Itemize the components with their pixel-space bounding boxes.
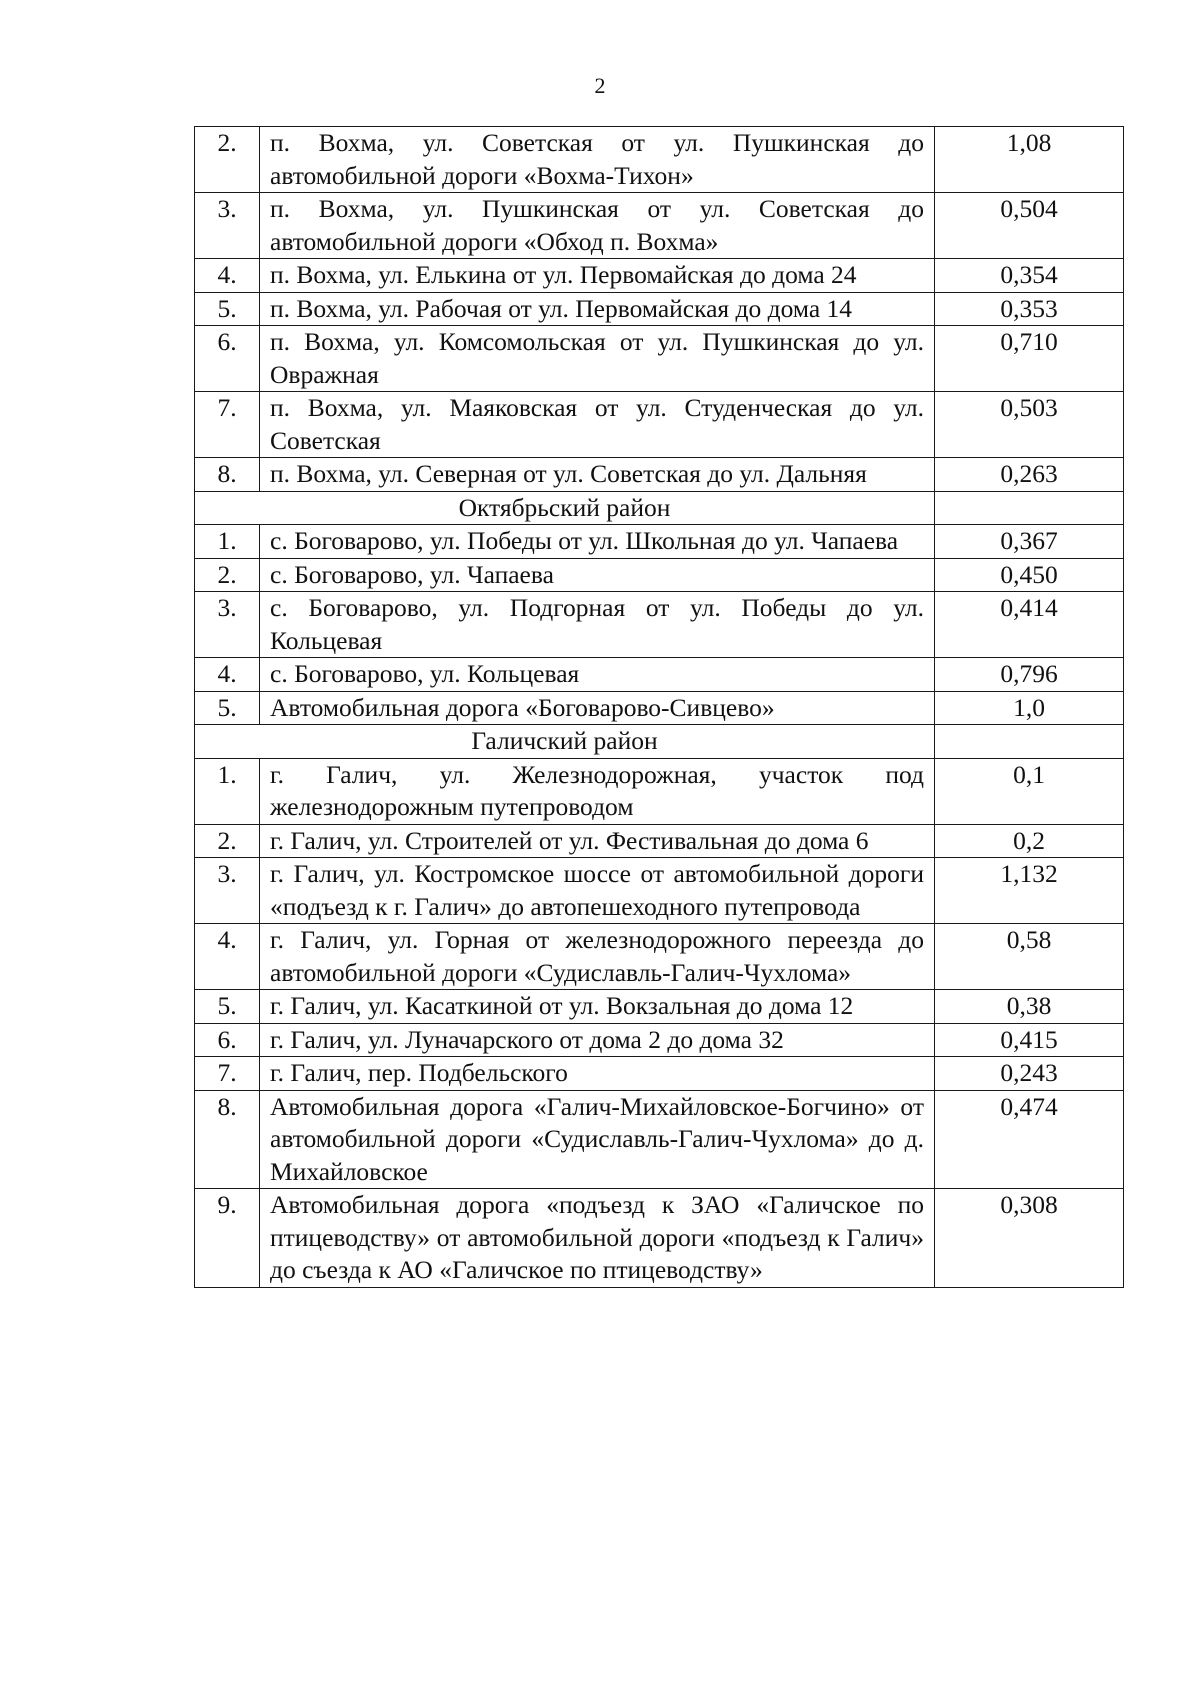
road-description: Автомобильная дорога «Галич-Михайловское-Богчино» от автомобильной дороги «Судиславль-Галич-Чухлома» до д. Михайловское bbox=[260, 1090, 935, 1189]
row-number: 1. bbox=[195, 525, 260, 559]
road-description: г. Галич, ул. Костромское шоссе от автомобильной дороги «подъезд к г. Галич» до автопешеходного путепровода bbox=[260, 858, 935, 924]
road-length: 0,308 bbox=[935, 1189, 1124, 1288]
road-description: с. Боговарово, ул. Кольцевая bbox=[260, 658, 935, 692]
section-length-cell bbox=[935, 725, 1124, 759]
road-description: Автомобильная дорога «Боговарово-Сивцево» bbox=[260, 691, 935, 725]
row-number: 3. bbox=[195, 858, 260, 924]
table-row bbox=[195, 458, 1124, 492]
road-length: 0,243 bbox=[935, 1057, 1124, 1091]
table-row bbox=[195, 658, 1124, 692]
row-number: 9. bbox=[195, 1189, 260, 1288]
row-number: 8. bbox=[195, 458, 260, 492]
road-length: 0,504 bbox=[935, 193, 1124, 259]
road-length: 0,414 bbox=[935, 592, 1124, 658]
row-number: 5. bbox=[195, 691, 260, 725]
table-row bbox=[195, 858, 1124, 924]
road-description: г. Галич, пер. Подбельского bbox=[260, 1057, 935, 1091]
road-length: 0,503 bbox=[935, 392, 1124, 458]
row-number: 1. bbox=[195, 758, 260, 824]
row-number: 6. bbox=[195, 1023, 260, 1057]
row-number: 2. bbox=[195, 558, 260, 592]
row-number: 5. bbox=[195, 990, 260, 1024]
row-number: 6. bbox=[195, 326, 260, 392]
row-number: 4. bbox=[195, 259, 260, 293]
table-row bbox=[195, 990, 1124, 1024]
road-length: 1,0 bbox=[935, 691, 1124, 725]
row-number: 8. bbox=[195, 1090, 260, 1189]
row-number: 3. bbox=[195, 193, 260, 259]
road-description: г. Галич, ул. Строителей от ул. Фестивальная до дома 6 bbox=[260, 824, 935, 858]
roads-table bbox=[194, 126, 1124, 1288]
road-description: п. Вохма, ул. Комсомольская от ул. Пушкинская до ул. Овражная bbox=[260, 326, 935, 392]
table-row bbox=[195, 558, 1124, 592]
road-description: п. Вохма, ул. Северная от ул. Советская до ул. Дальняя bbox=[260, 458, 935, 492]
table-row bbox=[195, 259, 1124, 293]
table-row bbox=[195, 1189, 1124, 1288]
section-length-cell bbox=[935, 491, 1124, 525]
road-length: 0,415 bbox=[935, 1023, 1124, 1057]
roads-table-body bbox=[195, 127, 1124, 1288]
table-row bbox=[195, 691, 1124, 725]
table-row bbox=[195, 127, 1124, 193]
table-row bbox=[195, 924, 1124, 990]
section-header-row bbox=[195, 725, 1124, 759]
section-header-row bbox=[195, 491, 1124, 525]
road-description: Автомобильная дорога «подъезд к ЗАО «Галичское по птицеводству» от автомобильной дороги «подъезд к Галич» до съезда к АО «Галичское по птицеводству» bbox=[260, 1189, 935, 1288]
road-length: 0,38 bbox=[935, 990, 1124, 1024]
road-description: с. Боговарово, ул. Подгорная от ул. Победы до ул. Кольцевая bbox=[260, 592, 935, 658]
road-length: 0,796 bbox=[935, 658, 1124, 692]
road-length: 0,2 bbox=[935, 824, 1124, 858]
road-length: 0,353 bbox=[935, 292, 1124, 326]
row-number: 7. bbox=[195, 1057, 260, 1091]
road-description: г. Галич, ул. Горная от железнодорожного переезда до автомобильной дороги «Судиславль-Галич-Чухлома» bbox=[260, 924, 935, 990]
road-description: п. Вохма, ул. Советская от ул. Пушкинская до автомобильной дороги «Вохма-Тихон» bbox=[260, 127, 935, 193]
page-number: 2 bbox=[594, 73, 606, 98]
row-number: 4. bbox=[195, 924, 260, 990]
row-number: 3. bbox=[195, 592, 260, 658]
road-length: 1,08 bbox=[935, 127, 1124, 193]
table-row bbox=[195, 1057, 1124, 1091]
road-length: 0,367 bbox=[935, 525, 1124, 559]
road-description: с. Боговарово, ул. Чапаева bbox=[260, 558, 935, 592]
table-row bbox=[195, 1090, 1124, 1189]
table-row bbox=[195, 292, 1124, 326]
table-row bbox=[195, 592, 1124, 658]
road-description: г. Галич, ул. Железнодорожная, участок под железнодорожным путепроводом bbox=[260, 758, 935, 824]
table-row bbox=[195, 392, 1124, 458]
road-description: с. Боговарово, ул. Победы от ул. Школьная до ул. Чапаева bbox=[260, 525, 935, 559]
row-number: 4. bbox=[195, 658, 260, 692]
road-description: п. Вохма, ул. Маяковская от ул. Студенческая до ул. Советская bbox=[260, 392, 935, 458]
row-number: 2. bbox=[195, 824, 260, 858]
road-length: 0,474 bbox=[935, 1090, 1124, 1189]
road-description: п. Вохма, ул. Рабочая от ул. Первомайская до дома 14 bbox=[260, 292, 935, 326]
section-title: Октябрьский район bbox=[195, 491, 935, 525]
road-description: г. Галич, ул. Луначарского от дома 2 до дома 32 bbox=[260, 1023, 935, 1057]
road-length: 0,710 bbox=[935, 326, 1124, 392]
table-row bbox=[195, 525, 1124, 559]
row-number: 5. bbox=[195, 292, 260, 326]
row-number: 2. bbox=[195, 127, 260, 193]
road-length: 0,354 bbox=[935, 259, 1124, 293]
table-row bbox=[195, 824, 1124, 858]
road-length: 0,1 bbox=[935, 758, 1124, 824]
road-description: п. Вохма, ул. Елькина от ул. Первомайская до дома 24 bbox=[260, 259, 935, 293]
road-length: 0,58 bbox=[935, 924, 1124, 990]
table-row bbox=[195, 1023, 1124, 1057]
table-row bbox=[195, 326, 1124, 392]
road-length: 0,263 bbox=[935, 458, 1124, 492]
road-description: п. Вохма, ул. Пушкинская от ул. Советская до автомобильной дороги «Обход п. Вохма» bbox=[260, 193, 935, 259]
road-length: 1,132 bbox=[935, 858, 1124, 924]
road-length: 0,450 bbox=[935, 558, 1124, 592]
road-description: г. Галич, ул. Касаткиной от ул. Вокзальная до дома 12 bbox=[260, 990, 935, 1024]
row-number: 7. bbox=[195, 392, 260, 458]
table-row bbox=[195, 193, 1124, 259]
table-row bbox=[195, 758, 1124, 824]
section-title: Галичский район bbox=[195, 725, 935, 759]
